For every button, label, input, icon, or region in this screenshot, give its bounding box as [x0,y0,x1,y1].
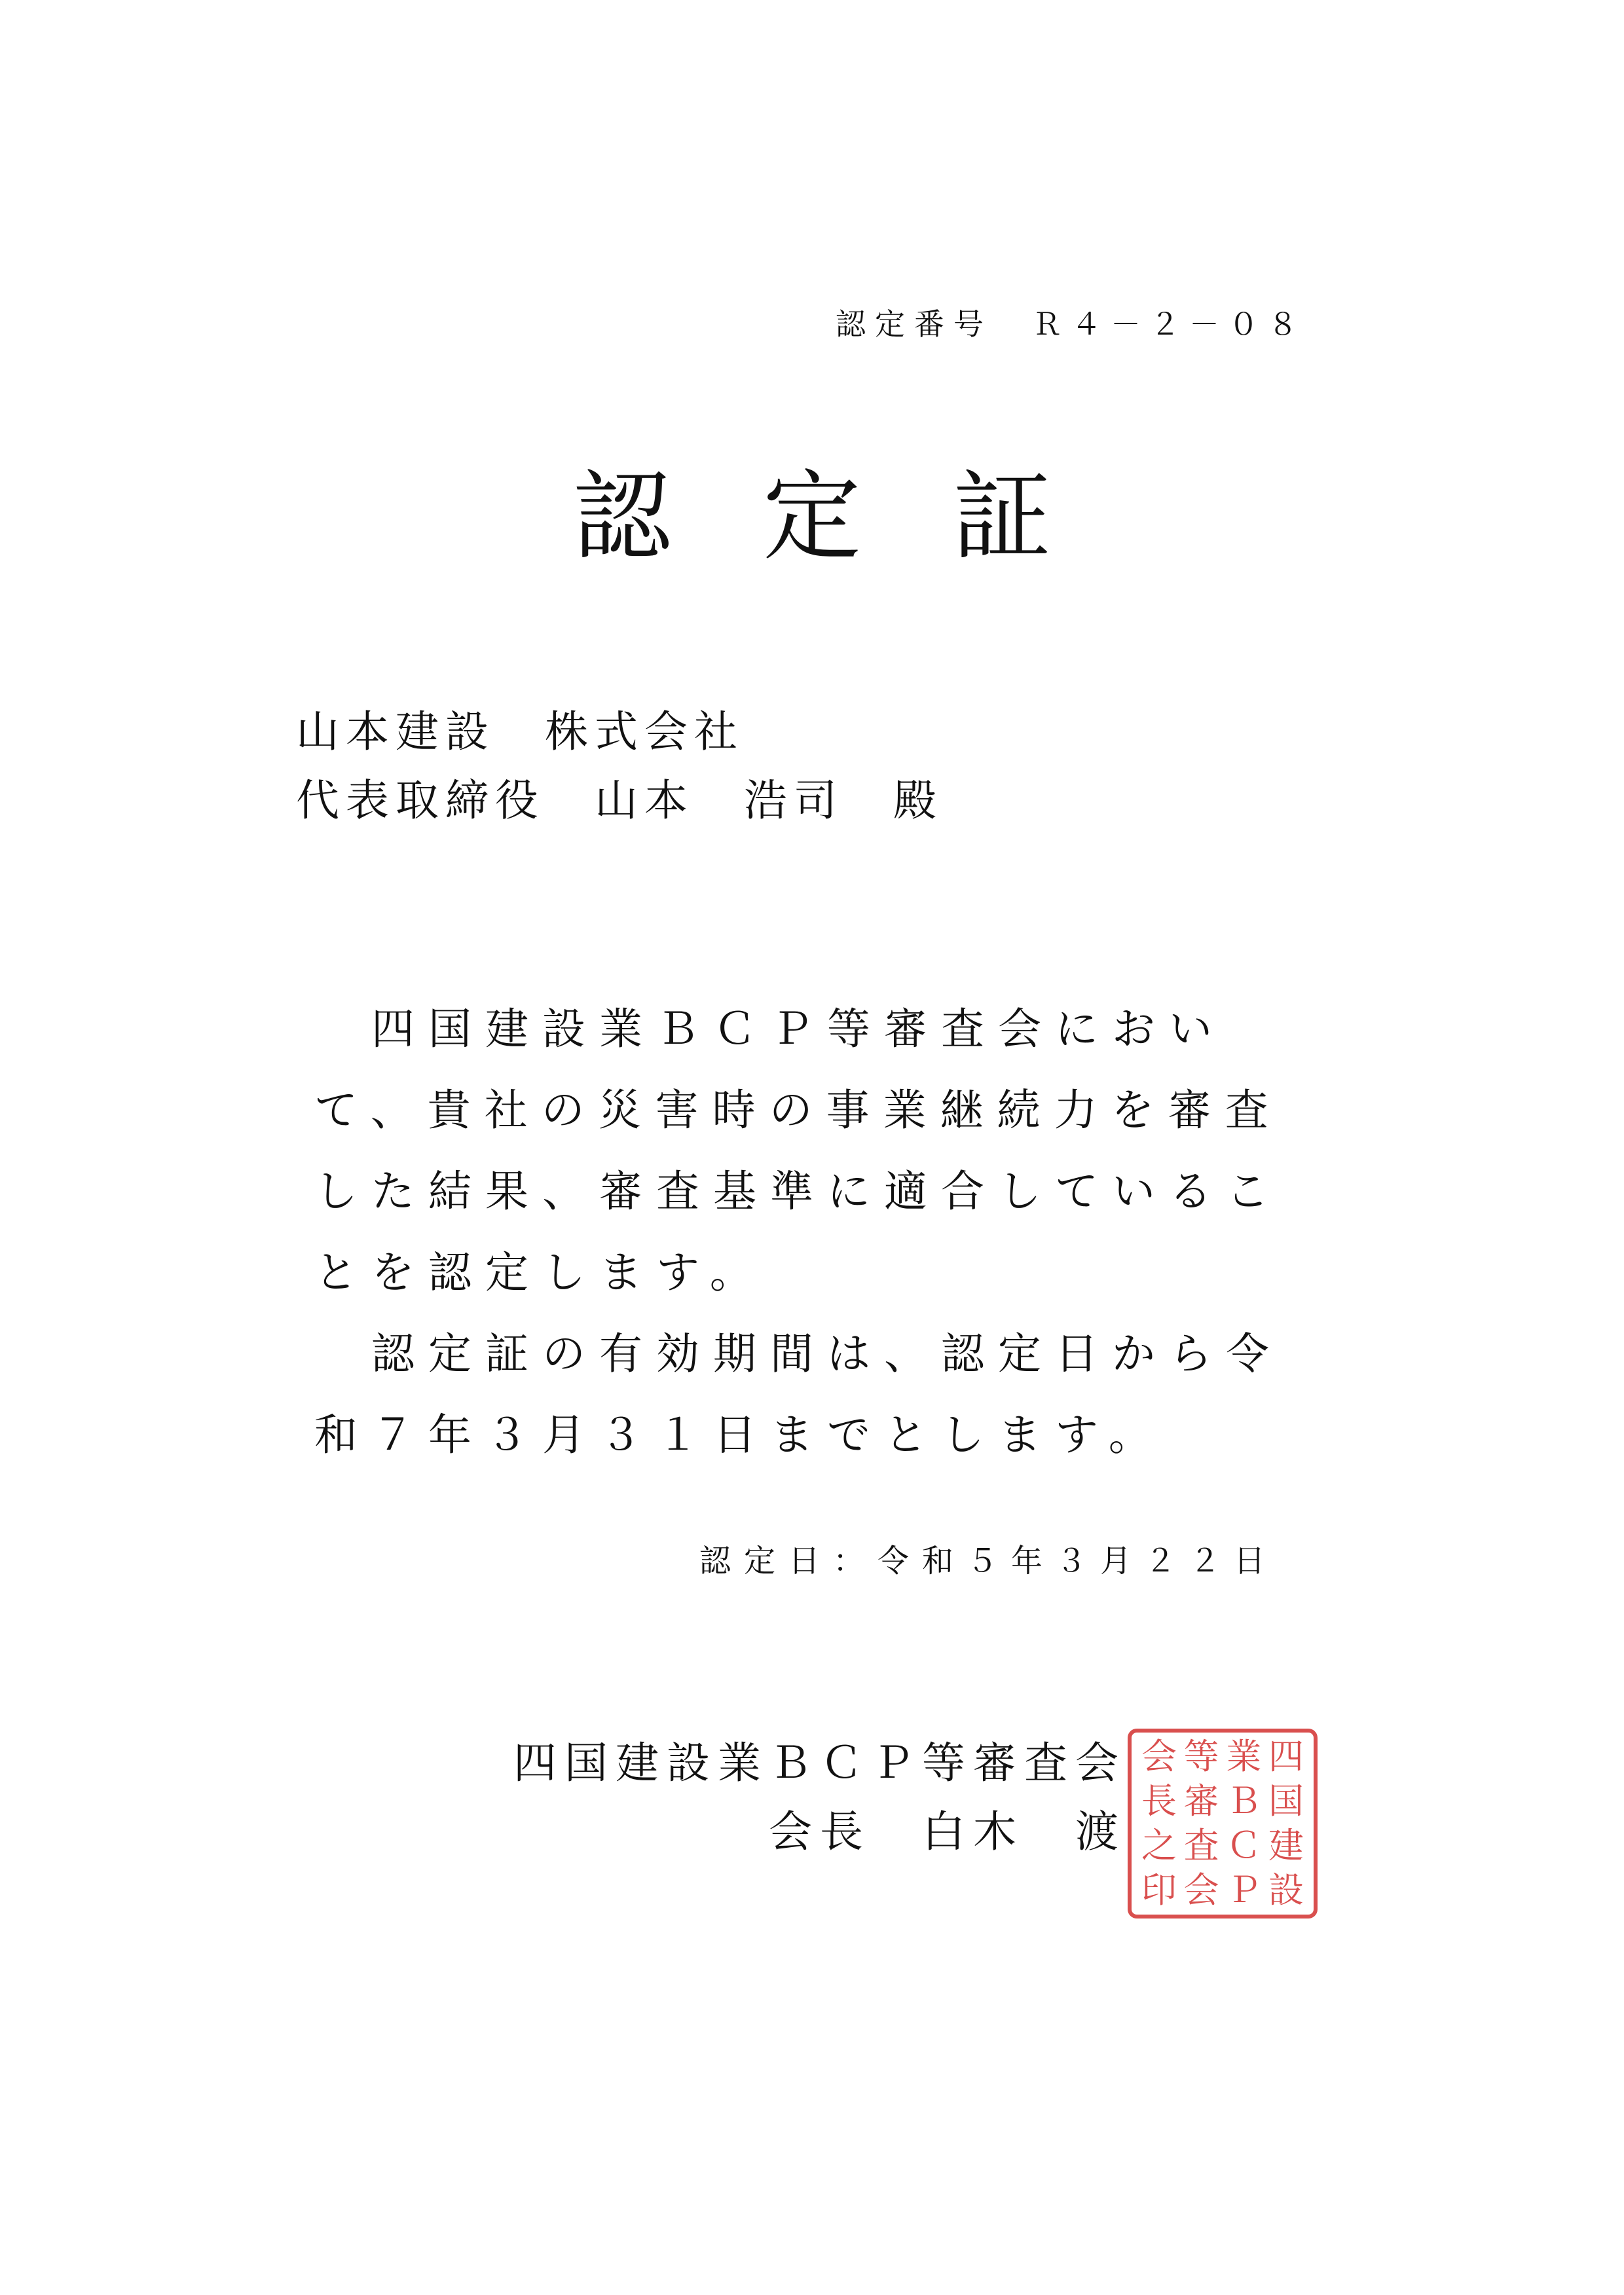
addressee-representative: 代表取締役 山本 浩司 殿 [296,775,943,826]
seal-column [1265,1736,1307,1911]
body-paragraph-certification: 四国建設業ＢＣＰ等審査会において、貴社の災害時の事業継続力を審査した結果、審査基準に適合していることを認定します。 [314,1004,1283,1298]
seal-character: 査 [1183,1825,1219,1866]
seal-character: 印 [1141,1869,1177,1911]
seal-character: 国 [1268,1780,1304,1822]
issuer-chairman: 会長 白木 渡 [769,1807,1126,1857]
seal-column [1138,1736,1180,1911]
seal-character: 設 [1268,1869,1304,1911]
seal-character: 四 [1268,1736,1304,1777]
seal-character: Ｃ [1226,1825,1262,1866]
seal-character: Ｂ [1226,1780,1262,1822]
seal-character: 建 [1268,1825,1304,1866]
seal-character: 審 [1183,1780,1219,1822]
certification-date: 認定日：令和５年３月２２日 [699,1543,1278,1579]
seal-character: 之 [1141,1825,1177,1866]
seal-character: 業 [1226,1736,1262,1777]
document-title: 認定証 [572,460,1143,574]
seal-character: Ｐ [1226,1869,1262,1911]
seal-character: 等 [1183,1736,1219,1777]
certificate-body [314,989,1310,1476]
seal-character: 会 [1183,1869,1219,1911]
seal-column [1181,1736,1223,1911]
official-seal [1128,1729,1318,1919]
seal-character: 会 [1141,1736,1177,1777]
certificate-number: 認定番号 Ｒ４－２－０８ [836,306,1307,342]
seal-column [1223,1736,1264,1911]
seal-character: 長 [1141,1780,1177,1822]
issuer-organization: 四国建設業ＢＣＰ等審査会 [513,1738,1126,1788]
body-paragraph-validity: 認定証の有効期間は、認定日から令和７年３月３１日までとします。 [314,1329,1283,1460]
addressee-company: 山本建設 株式会社 [296,707,744,757]
